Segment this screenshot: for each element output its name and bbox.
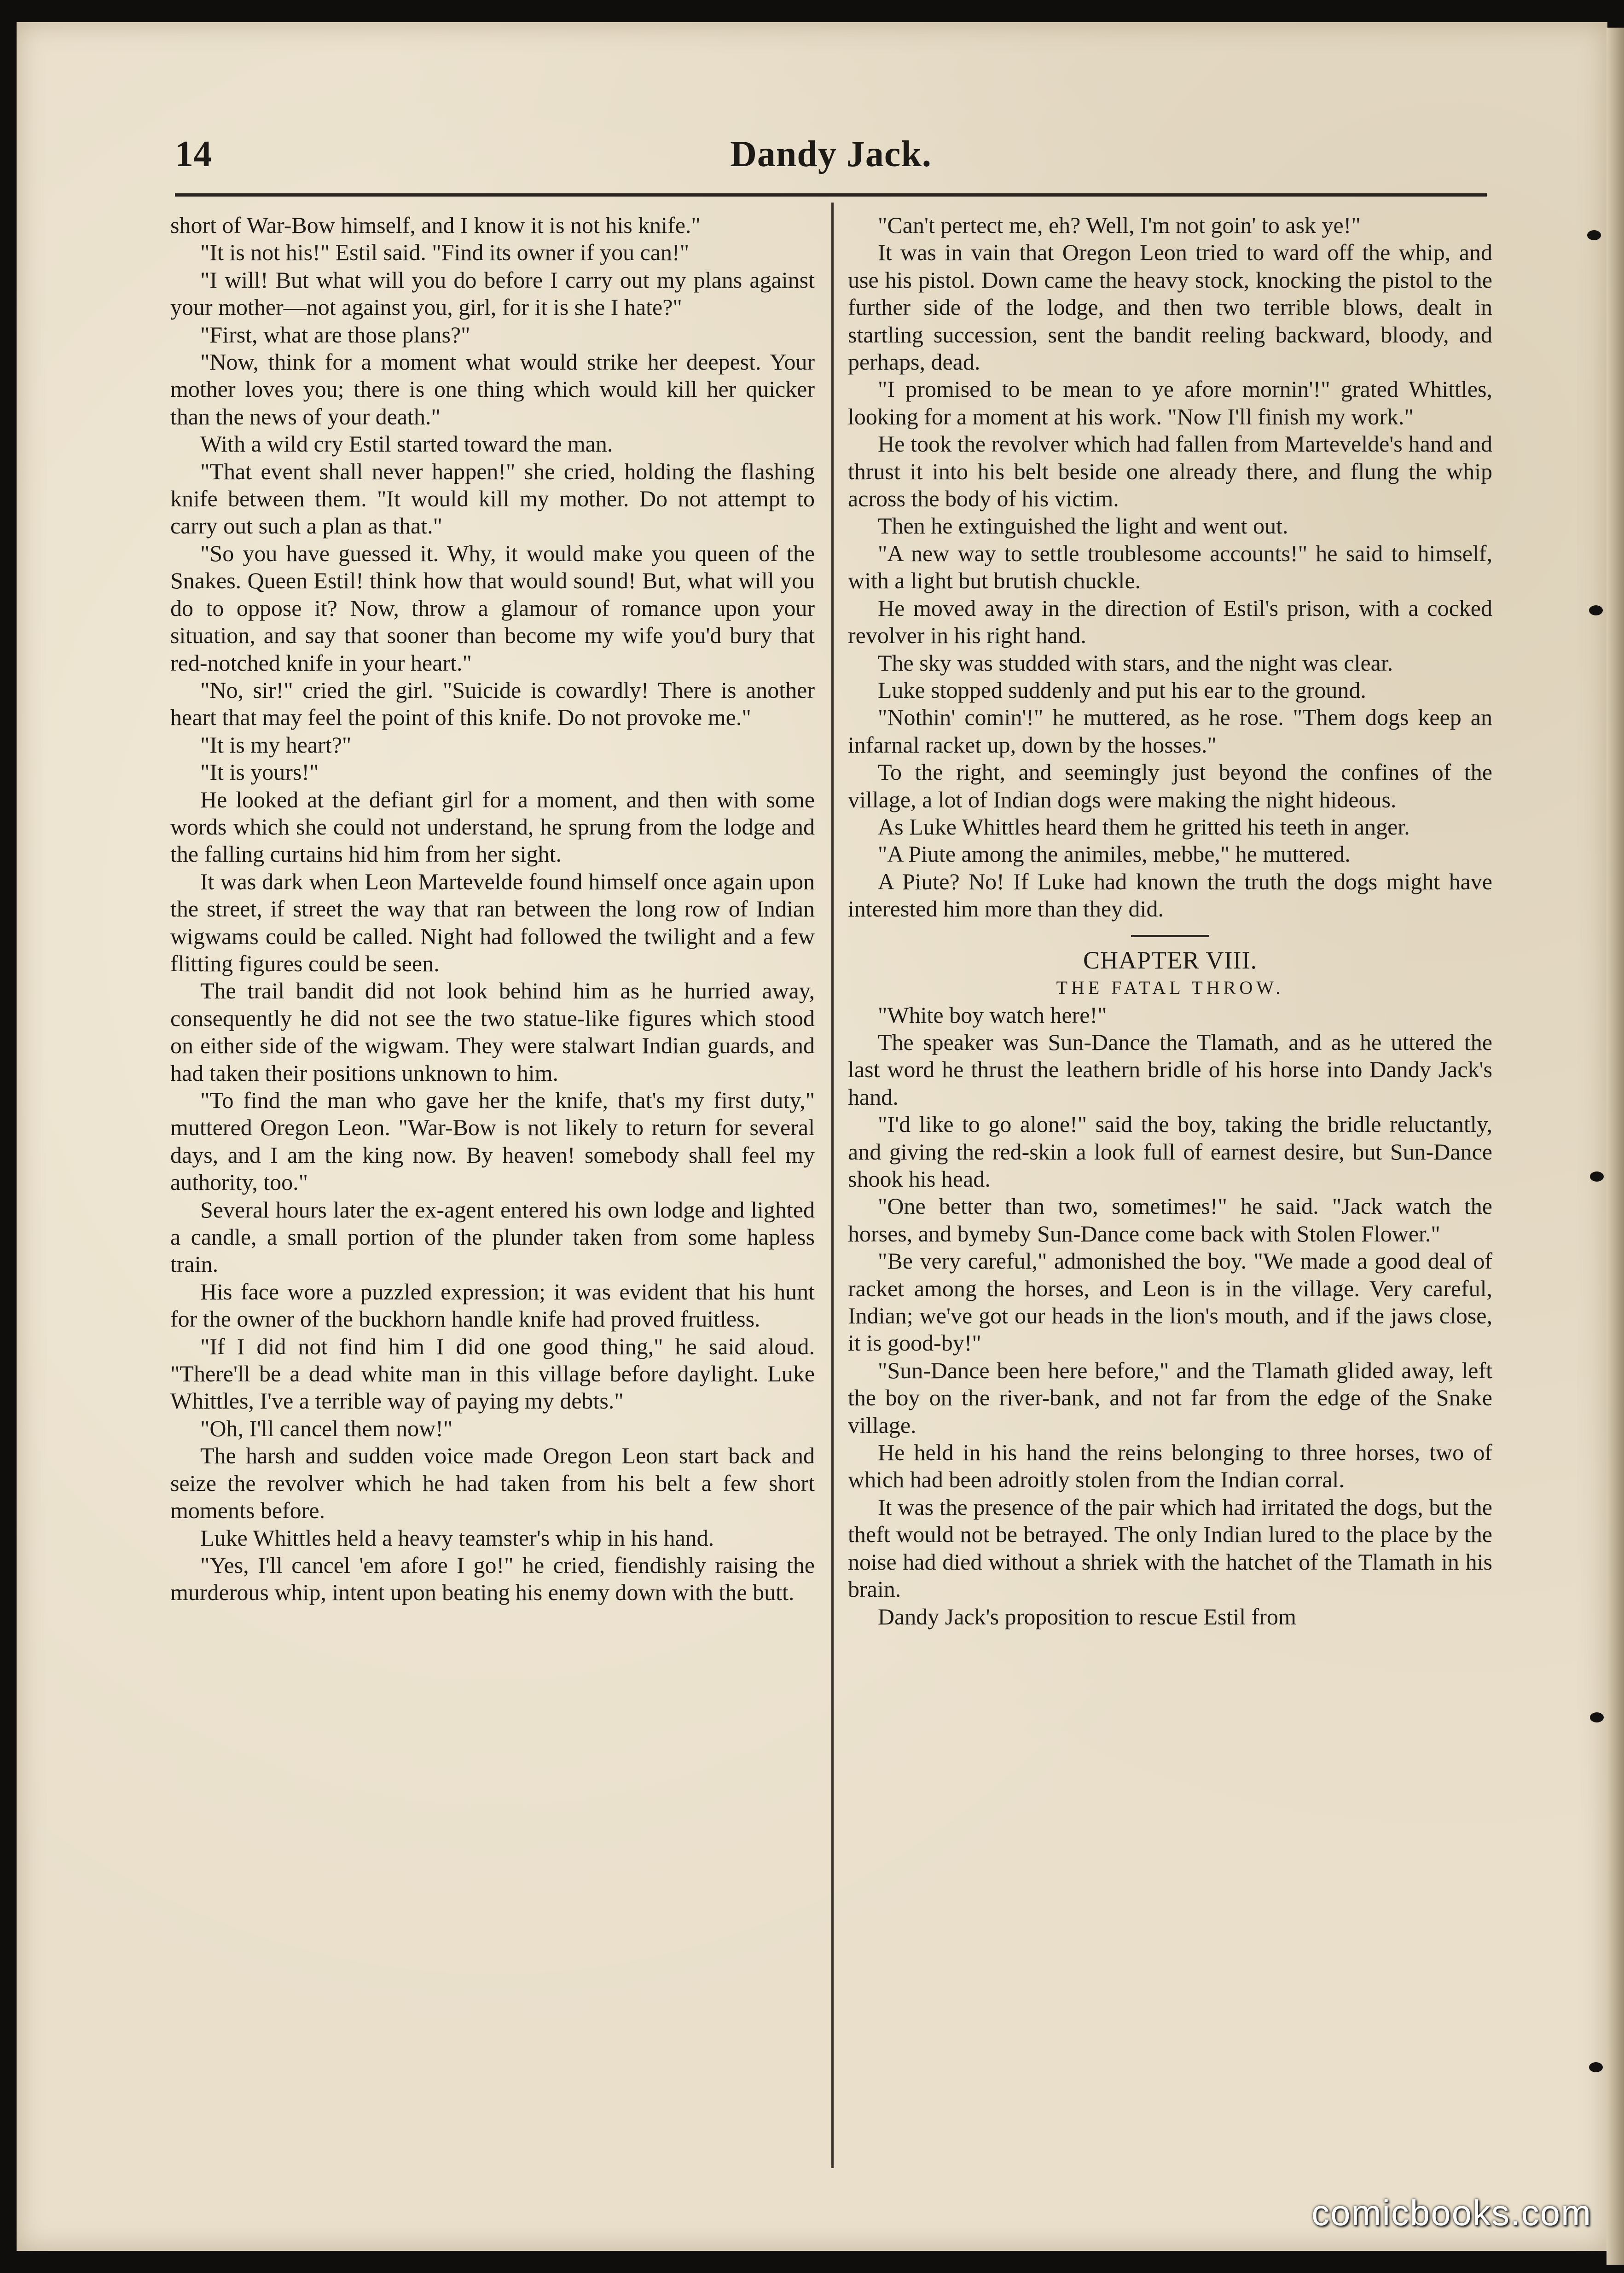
paragraph: "First, what are those plans?" (200, 321, 470, 348)
binding-hole (1590, 1171, 1604, 1182)
paragraph: "Be very careful," admonished the boy. "We made a good deal of racket among the horses, and Leon is in the village. Very careful, Indian; we've got our heads in the lion's mouth, and if the jaws close, it is good-by!" (848, 1248, 1492, 1356)
paragraph: He moved away in the direction of Estil's prison, with a cocked revolver in his right hand. (848, 595, 1492, 649)
paragraph: The harsh and sudden voice made Oregon Leon start back and seize the revolver which he had taken from his belt a few short moments before. (170, 1443, 815, 1524)
paragraph: A Piute? No! If Luke had known the truth the dogs might have interested him more than they did. (848, 868, 1492, 922)
page-header (175, 133, 1487, 189)
right-column-part-2 (848, 1002, 1492, 1630)
paragraph: "That event shall never happen!" she cried, holding the flashing knife between them. "It would kill my mother. Do not attempt to carry out such a plan as that." (170, 458, 815, 539)
binding-hole (1589, 605, 1603, 615)
paragraph: short of War-Bow himself, and I know it is not his knife." (170, 212, 701, 238)
paragraph: "White boy watch here!" (878, 1002, 1107, 1028)
paragraph: To the right, and seemingly just beyond the confines of the village, a lot of Indian dogs were making the night hideous. (848, 759, 1492, 812)
paragraph: The trail bandit did not look behind him as he hurried away, consequently he did not see the two statue-like figures which stood on either side of the wigwam. They were stalwart Indian guards, and had taken their positions unknown to him. (170, 978, 815, 1086)
paragraph: "Nothin' comin'!" he muttered, as he rose. "Them dogs keep an infarnal racket up, down by the hosses." (848, 704, 1492, 758)
paragraph: "A Piute among the animiles, mebbe," he muttered. (878, 841, 1351, 867)
paragraph: "Oh, I'll cancel them now!" (200, 1415, 453, 1441)
chapter-title: CHAPTER VIII. (1083, 946, 1257, 974)
paragraph: "I promised to be mean to ye afore mornin'!" grated Whittles, looking for a moment at his work. "Now I'll finish my work." (848, 376, 1492, 429)
paragraph: As Luke Whittles heard them he gritted his teeth in anger. (878, 813, 1410, 840)
paragraph: "Can't pertect me, eh? Well, I'm not goin' to ask ye!" (878, 212, 1361, 238)
chapter-rule (1131, 935, 1209, 937)
binding-hole (1589, 2062, 1603, 2072)
paragraph: It was in vain that Oregon Leon tried to ward off the whip, and use his pistol. Down came the heavy stock, knocking the pistol to the further side of the lodge, and then two terrible blows, dealt in startling succession, sent the bandit reeling backward, bloody, and perhaps, dead. (848, 239, 1492, 375)
page-number: 14 (175, 134, 212, 174)
paragraph: Then he extinguished the light and went out. (878, 513, 1288, 539)
paragraph: The speaker was Sun-Dance the Tlamath, and as he uttered the last word he thrust the leathern bridle of his horse into Dandy Jack's hand. (848, 1029, 1492, 1110)
paragraph: "Now, think for a moment what would strike her deepest. Your mother loves you; there is one thing which would kill her quicker than the news of your death." (170, 349, 815, 429)
paragraph: "It is not his!" Estil said. "Find its owner if you can!" (200, 239, 690, 266)
paragraph: The sky was studded with stars, and the night was clear. (878, 649, 1393, 676)
left-column (170, 212, 815, 1606)
paragraph: "So you have guessed it. Why, it would make you queen of the Snakes. Queen Estil! think how that would sound! But, what will you do to oppose it? Now, throw a glamour of romance upon your situation, and say that sooner than become my wife you'd bury that red-notched knife in your heart." (170, 540, 815, 676)
paragraph: Luke Whittles held a heavy teamster's whip in his hand. (200, 1525, 714, 1551)
right-column (848, 212, 1492, 1630)
paragraph: Dandy Jack's proposition to rescue Estil from (878, 1603, 1296, 1629)
paragraph: "I'd like to go alone!" said the boy, taking the bridle reluctantly, and giving the red-skin a look full of earnest desire, but Sun-Dance shook his head. (848, 1111, 1492, 1192)
paragraph: "If I did not find him I did one good thing," he said aloud. "There'll be a dead white man in this village before daylight. Luke Whittles, I've a terrible way of paying my debts." (170, 1333, 815, 1414)
paragraph: "It is my heart?" (200, 731, 352, 758)
paragraph: It was dark when Leon Martevelde found himself once again upon the street, if street the way that ran between the long row of Indian wigwams could be called. Night had followed the twilight and a few flitting figures could be seen. (170, 868, 815, 976)
paragraph: His face wore a puzzled expression; it was evident that his hunt for the owner of the buckhorn handle knife had proved fruitless. (170, 1278, 815, 1332)
header-rule (175, 193, 1487, 197)
binding-hole (1587, 230, 1601, 240)
chapter-subtitle: THE FATAL THROW. (1056, 977, 1284, 998)
paragraph: "A new way to settle troublesome accounts!" he said to himself, with a light but brutish chuckle. (848, 540, 1492, 594)
paragraph: "I will! But what will you do before I carry out my plans against your mother—not against you, girl, for it is she I hate?" (170, 267, 815, 320)
paragraph: He held in his hand the reins belonging to three horses, two of which had been adroitly stolen from the Indian corral. (848, 1439, 1492, 1493)
paragraph: He looked at the defiant girl for a moment, and then with some words which she could not understand, he sprung from the lodge and the falling curtains hid him from her sight. (170, 786, 815, 867)
paragraph: It was the presence of the pair which had irritated the dogs, but the theft would not be betrayed. The only Indian lured to the place by the noise had died without a shriek with the hatchet of the Tlamath in his brain. (848, 1494, 1492, 1602)
paragraph: "Yes, I'll cancel 'em afore I go!" he cried, fiendishly raising the murderous whip, intent upon beating his enemy down with the butt. (170, 1552, 815, 1606)
paragraph: "No, sir!" cried the girl. "Suicide is cowardly! There is another heart that may feel the point of this knife. Do not provoke me." (170, 677, 815, 731)
right-column-part-1 (848, 212, 1492, 923)
page-edge (1607, 28, 1624, 2265)
paragraph: Luke stopped suddenly and put his ear to the ground. (878, 677, 1366, 703)
watermark: comicbooks.com (1311, 2192, 1592, 2233)
paragraph: He took the revolver which had fallen from Martevelde's hand and thrust it into his belt beside one already there, and flung the whip across the body of his victim. (848, 431, 1492, 512)
binding-hole (1590, 1712, 1604, 1722)
column-divider (831, 203, 834, 2168)
paragraph: "One better than two, sometimes!" he said. "Jack watch the horses, and bymeby Sun-Dance come back with Stolen Flower." (848, 1193, 1492, 1247)
paragraph: Several hours later the ex-agent entered his own lodge and lighted a candle, a small portion of the plunder taken from some hapless train. (170, 1196, 815, 1277)
paragraph: "To find the man who gave her the knife, that's my first duty," muttered Oregon Leon. "War-Bow is not likely to return for several days, and I am the king now. By heaven! somebody shall feel my authority, too." (170, 1087, 815, 1195)
paragraph: "It is yours!" (200, 759, 319, 785)
paragraph: "Sun-Dance been here before," and the Tlamath glided away, left the boy on the river-bank, and not far from the edge of the Snake village. (848, 1357, 1492, 1438)
paragraph: With a wild cry Estil started toward the man. (200, 431, 613, 457)
running-title: Dandy Jack. (730, 134, 932, 174)
